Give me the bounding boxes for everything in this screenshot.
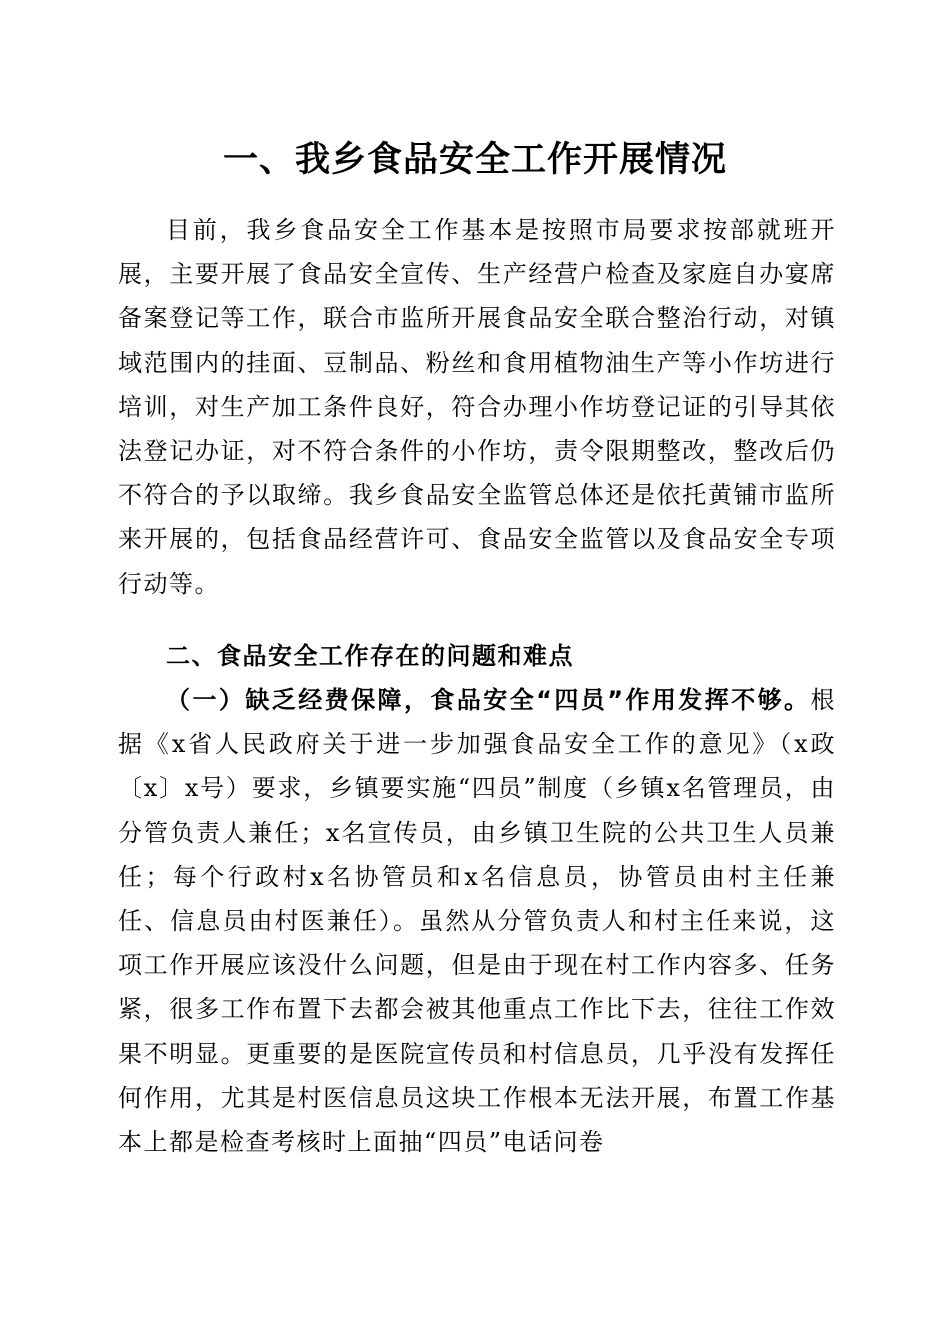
paragraph-current-status: 目前，我乡食品安全工作基本是按照市局要求按部就班开展，主要开展了食品安全宣传、生产经营户检查及家庭自办宴席备案登记等工作，联合市监所开展食品安全联合整治行动，对镇域范围内的挂面、豆制品、粉丝和食用植物油生产等小作坊进行培训，对生产加工条件良好，符合办理小作坊登记证的引导其依法登记办证，对不符合条件的小作坊，责令限期整改，整改后仍不符合的予以取缔。我乡食品安全监管总体还是依托黄铺市监所来开展的，包括食品经营许可、食品安全监管以及食品安全专项行动等。 xyxy=(118,216,836,598)
document-title: 一、我乡食品安全工作开展情况 xyxy=(222,140,727,180)
section-heading-problems: 二、食品安全工作存在的问题和难点 xyxy=(166,642,574,670)
paragraph-funding-issue xyxy=(118,678,836,1164)
paragraph-lead-sentence: （一）缺乏经费保障，食品安全“四员”作用发挥不够。 xyxy=(166,686,811,714)
paragraph-body-text: 根据《x省人民政府关于进一步加强食品安全工作的意见》（x政〔x〕x号）要求，乡镇要实施“四员”制度（乡镇x名管理员，由分管负责人兼任；x名宣传员，由乡镇卫生院的公共卫生人员兼任；每个行政村x名协管员和x名信息员，协管员由村主任兼任、信息员由村医兼任）。虽然从分管负责人和村主任来说，这项工作开展应该没什么问题，但是由于现在村工作内容多、任务紧，很多工作布置下去都会被其他重点工作比下去，往往工作效果不明显。更重要的是医院宣传员和村信息员，几乎没有发挥任何作用，尤其是村医信息员这块工作根本无法开展，布置工作基本上都是检查考核时上面抽“四员”电话问卷 xyxy=(118,686,836,1157)
